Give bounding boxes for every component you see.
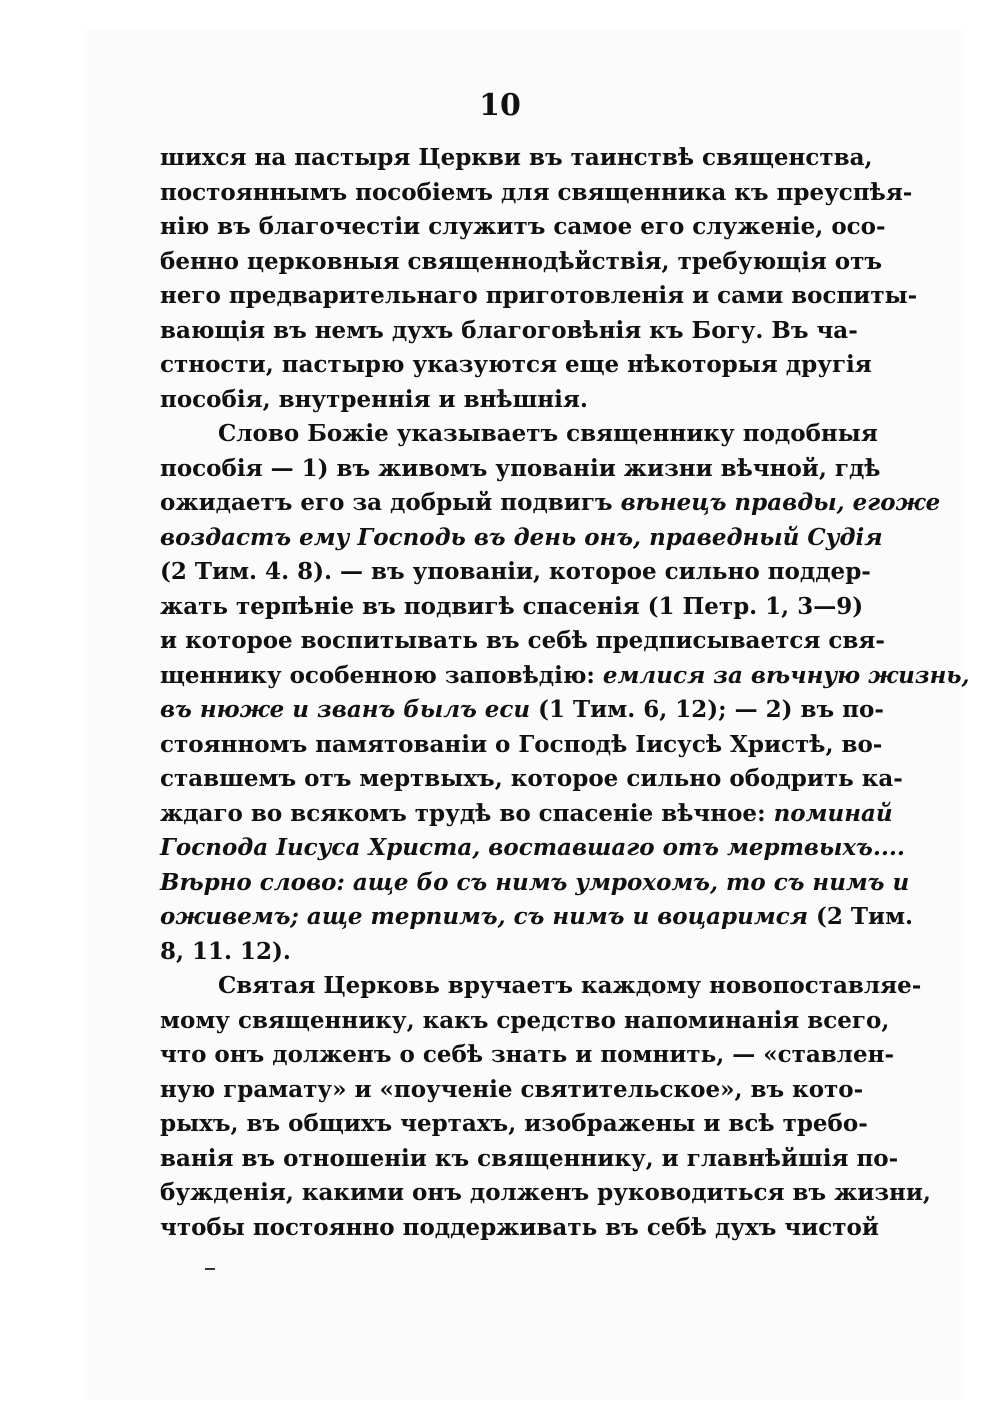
text-line: [160, 624, 885, 659]
text-line: [160, 659, 970, 694]
page-number: 10: [479, 88, 521, 123]
text-segment: пособія — 1) въ живомъ упованіи жизни вѣчной, гдѣ: [160, 454, 881, 482]
text-segment: вающія въ немъ духъ благоговѣнія къ Богу. Въ ча-: [160, 316, 858, 344]
text-line: [160, 1004, 890, 1039]
text-line: [160, 693, 884, 728]
text-line: [160, 210, 886, 245]
text-segment: стоянномъ памятованіи о Господѣ Іисусѣ Христѣ, во-: [160, 730, 883, 758]
text-segment: Святая Церковь вручаетъ каждому новопоставляе-: [218, 972, 922, 999]
text-segment: и которое воспитывать въ себѣ предписывается свя-: [160, 627, 885, 654]
text-line: [160, 935, 842, 970]
text-line: [160, 486, 941, 521]
text-segment: постояннымъ пособіемъ для священника къ преуспѣя-: [160, 178, 913, 206]
text-segment: жать терпѣніе въ подвигѣ спасенія (1 Петр. 1, 3—9): [160, 592, 864, 620]
text-line: [160, 314, 858, 349]
stray-mark: [205, 1268, 215, 1270]
text-segment: (2 Тим. 4. 8). — въ упованіи, которое сильно поддер-: [160, 558, 871, 585]
italic-text: Господа Іисуса Христа, воставшаго отъ мертвыхъ....: [160, 834, 905, 861]
text-line: [160, 176, 913, 211]
italic-text: вѣнецъ правды, егоже: [620, 489, 941, 516]
text-line: [160, 1211, 879, 1246]
text-line: [160, 417, 878, 452]
text-line: [160, 141, 873, 176]
text-line: [160, 590, 864, 625]
paragraph: [160, 141, 918, 417]
text-segment: ждаго во всякомъ трудѣ во спасеніе вѣчное:: [160, 799, 774, 827]
text-segment: бенно церковныя священнодѣйствія, требующія отъ: [160, 247, 883, 275]
text-line: [160, 245, 883, 280]
text-segment: ванія въ отношеніи къ священнику, и главнѣйшія по-: [160, 1144, 899, 1172]
text-line: [160, 452, 881, 487]
text-segment: чтобы постоянно поддерживать въ себѣ духъ чистой: [160, 1213, 879, 1241]
text-line: [160, 762, 903, 797]
paragraph: [160, 417, 970, 969]
text-line: [160, 1142, 899, 1177]
text-line: [160, 555, 871, 590]
text-line: [160, 1073, 864, 1108]
text-segment: стности, пастырю указуются еще нѣкоторыя другія: [160, 351, 872, 378]
text-line: [160, 383, 842, 418]
text-segment: рыхъ, въ общихъ чертахъ, изображены и всѣ требо-: [160, 1110, 868, 1137]
text-segment: нію въ благочестіи служитъ самое его служеніе, осо-: [160, 213, 886, 240]
text-segment: ожидаетъ его за добрый подвигъ: [160, 489, 621, 516]
text-segment: что онъ долженъ о себѣ знать и помнить, — «ставлен-: [160, 1041, 895, 1068]
text-line: [160, 969, 922, 1004]
text-line: [160, 866, 910, 901]
italic-text: емлися за вѣчную жизнь,: [602, 661, 970, 689]
text-line: [160, 728, 883, 763]
text-line: [160, 797, 893, 832]
paragraph: [160, 969, 931, 1245]
text-line: [160, 348, 872, 383]
text-segment: 8, 11. 12).: [160, 937, 291, 965]
text-segment: щеннику особенною заповѣдію:: [160, 661, 603, 689]
text-segment: мому священнику, какъ средство напоминанія всего,: [160, 1006, 890, 1034]
text-segment: шихся на пастыря Церкви въ таинствѣ священства,: [160, 144, 873, 171]
text-segment: ставшемъ отъ мертвыхъ, которое сильно ободрить ка-: [160, 765, 903, 792]
text-line: [160, 279, 918, 314]
text-segment: (1 Тим. 6, 12); — 2) въ по-: [530, 696, 884, 723]
italic-text: Вѣрно слово: аще бо съ нимъ умрохомъ, то съ нимъ и: [160, 868, 910, 896]
italic-text: въ нюже и званъ былъ еси: [160, 696, 531, 723]
text-segment: ную грамату» и «поученіе святительское», въ кото-: [160, 1075, 864, 1103]
text-line: [160, 1038, 895, 1073]
italic-text: оживемъ; аще терпимъ, съ нимъ и воцаримся: [160, 903, 808, 930]
text-line: [160, 831, 905, 866]
body-text: [160, 141, 970, 1245]
text-segment: Слово Божіе указываетъ священнику подобныя: [218, 420, 878, 447]
italic-text: воздастъ ему Господь въ день онъ, праведный Судія: [160, 523, 883, 551]
text-line: [160, 1107, 868, 1142]
text-segment: (2 Тим.: [808, 903, 914, 930]
italic-text: поминай: [773, 799, 893, 827]
text-line: [160, 521, 883, 556]
text-segment: бужденія, какими онъ долженъ руководиться въ жизни,: [160, 1179, 931, 1206]
text-line: [160, 1176, 931, 1211]
text-line: [160, 900, 914, 935]
text-segment: пособія, внутреннія и внѣшнія.: [160, 385, 588, 413]
text-segment: него предварительнаго приготовленія и сами воспиты-: [160, 282, 918, 309]
